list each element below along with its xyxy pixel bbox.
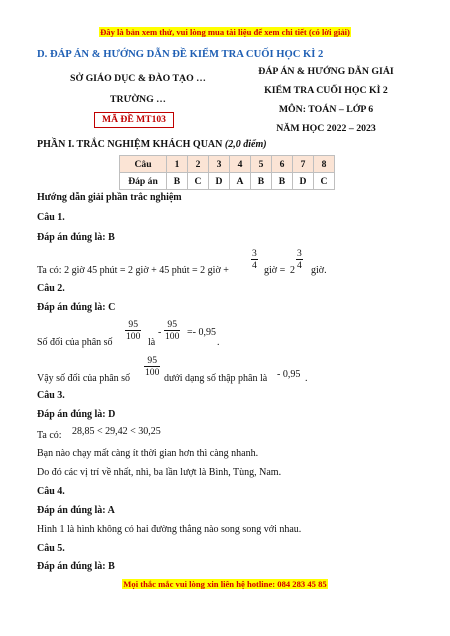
answer-table-question: 6: [272, 156, 293, 173]
answer-table-answer-label: Đáp án: [120, 173, 167, 190]
answer-table-answer: C: [188, 173, 209, 190]
q2-decimal: - 0,95: [277, 369, 301, 380]
q5-label: Câu 5.: [37, 543, 65, 554]
q4-answer: Đáp án đúng là: A: [37, 505, 115, 516]
answer-table-question: 8: [314, 156, 335, 173]
answer-table-answer: B: [272, 173, 293, 190]
header-school-year: NĂM HỌC 2022 – 2023: [276, 123, 376, 134]
document-title: D. ĐÁP ÁN & HƯỚNG DẪN ĐỀ KIỂM TRA CUỐI HỌC KÌ 2: [37, 49, 324, 60]
q3-answer: Đáp án đúng là: D: [37, 409, 116, 420]
q2-end: .: [305, 373, 308, 384]
q2-answer: Đáp án đúng là: C: [37, 302, 116, 313]
q1-answer: Đáp án đúng là: B: [37, 232, 115, 243]
guide-heading: Hướng dẫn giải phần trắc nghiệm: [37, 192, 182, 203]
q3-text-a: Ta có:: [37, 430, 62, 441]
q1-text-a: Ta có: 2 giờ 45 phút = 2 giờ + 45 phút = 2 giờ +: [37, 265, 229, 276]
answer-table-question: 1: [167, 156, 188, 173]
header-right-line2: KIỂM TRA CUỐI HỌC KÌ 2: [264, 85, 388, 96]
q3-line3: Do đó các vị trí về nhất, nhì, ba lần lượt là Bình, Tùng, Nam.: [37, 467, 282, 478]
answer-table-question: 7: [293, 156, 314, 173]
answer-table-question: 3: [209, 156, 230, 173]
q3-label: Câu 3.: [37, 390, 65, 401]
preview-banner: Đây là bản xem thử, vui lòng mua tài liệu để xem chi tiết (có lời giải): [100, 27, 350, 37]
answer-table-answer: D: [293, 173, 314, 190]
answer-table-question-label: Câu: [120, 156, 167, 173]
q1-label: Câu 1.: [37, 212, 65, 223]
q1-text-b: giờ =: [264, 265, 286, 276]
q2-text-c: Vậy số đối của phân số: [37, 373, 131, 384]
hotline-banner: Mọi thắc mắc vui lòng xin liên hệ hotline: 084 283 45 85: [123, 579, 327, 589]
header-school: TRƯỜNG …: [110, 94, 166, 105]
q4-line: Hình 1 là hình không có hai đường thẳng nào song song với nhau.: [37, 524, 302, 535]
answer-table-question: 2: [188, 156, 209, 173]
q2-fraction: $\frac{95}{100}$: [126, 319, 141, 342]
header-subject: MÔN: TOÁN – LỚP 6: [278, 104, 374, 115]
q2-fraction-2: $\frac{95}{100}$: [145, 355, 160, 378]
exam-code-box: MÃ ĐỀ MT103: [94, 112, 174, 128]
q2-text-a: Số đối của phân số: [37, 337, 113, 348]
header-department: SỞ GIÁO DỤC & ĐÀO TẠO …: [70, 73, 206, 84]
answer-table-answer: A: [230, 173, 251, 190]
answer-table: [119, 155, 335, 190]
answer-table-answer: C: [314, 173, 335, 190]
part1-heading: PHẦN I. TRẮC NGHIỆM KHÁCH QUAN (2,0 điểm): [37, 139, 267, 150]
answer-table-question: 5: [251, 156, 272, 173]
q4-label: Câu 4.: [37, 486, 65, 497]
q2-dot: .: [217, 337, 220, 348]
q2-label: Câu 2.: [37, 283, 65, 294]
q1-fraction: $\frac{3}{4}$: [252, 248, 257, 271]
q2-text-b: là: [148, 337, 156, 348]
answer-table-answer: D: [209, 173, 230, 190]
q2-neg-fraction: $\frac{95}{100}$: [165, 319, 180, 342]
q5-answer: Đáp án đúng là: B: [37, 561, 115, 572]
q2-result: =- 0,95: [187, 327, 216, 338]
header-right-line1: ĐÁP ÁN & HƯỚNG DẪN GIẢI: [258, 66, 394, 77]
q3-line2: Bạn nào chạy mất càng ít thời gian hơn thì càng nhanh.: [37, 448, 259, 459]
q2-minus: -: [158, 327, 162, 338]
answer-table-answer: B: [167, 173, 188, 190]
q1-mixed-whole: 2: [290, 265, 295, 276]
answer-table-answer: B: [251, 173, 272, 190]
q1-text-c: giờ.: [311, 265, 327, 276]
q1-mixed-fraction: $\frac{3}{4}$: [297, 248, 302, 271]
q2-text-d: dưới dạng số thập phân là: [164, 373, 268, 384]
q3-inequality: 28,85 < 29,42 < 30,25: [72, 426, 161, 437]
answer-table-question: 4: [230, 156, 251, 173]
